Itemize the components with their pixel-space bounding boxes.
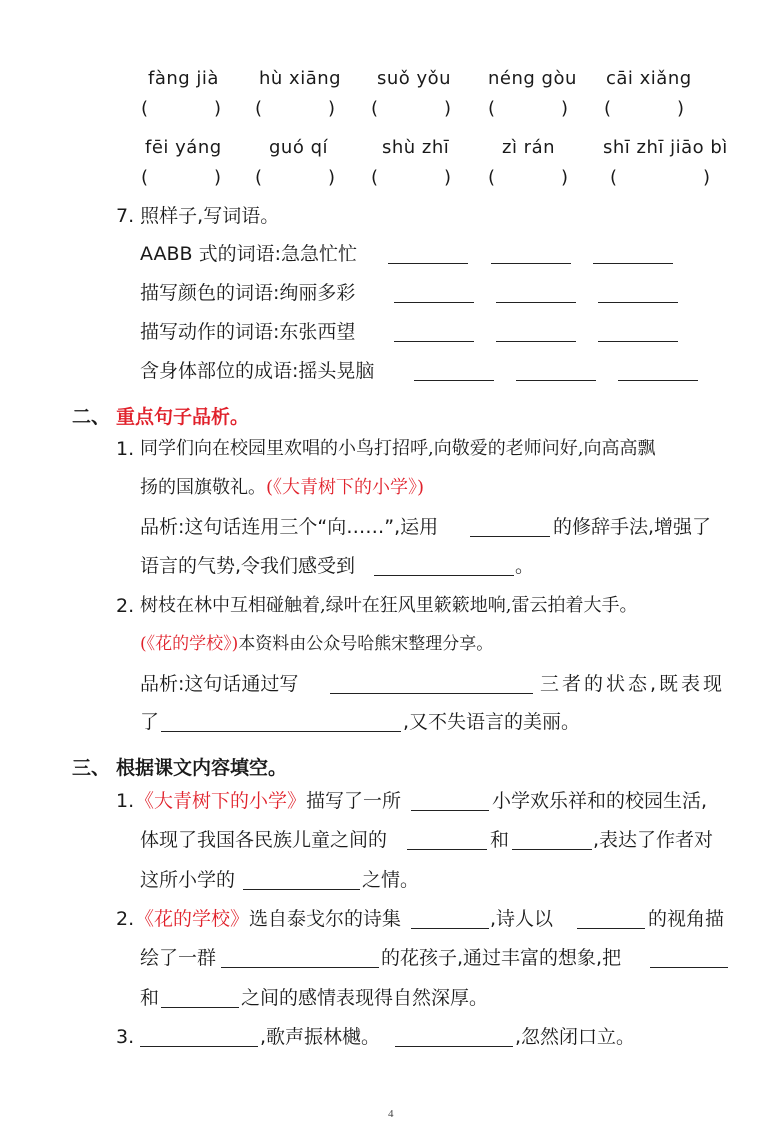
answer-blank[interactable] <box>243 873 360 890</box>
q7-line-body: 含身体部位的成语:摇头晃脑 <box>140 360 375 382</box>
answer-blank[interactable] <box>140 1030 258 1047</box>
q7-line-color: 描写颜色的词语:绚丽多彩 <box>140 282 356 304</box>
s2-item1-number: 1. <box>116 438 135 460</box>
s3-item2-text-f: 和 <box>140 987 160 1009</box>
answer-blank[interactable] <box>414 364 494 381</box>
answer-blank[interactable] <box>598 325 678 342</box>
s2-item1-line2: 扬的国旗敬礼。(《大青树下的小学》) <box>140 477 425 498</box>
answer-blank[interactable] <box>577 912 645 929</box>
answer-blank[interactable] <box>470 520 550 537</box>
answer-box[interactable]: ( ) <box>604 98 684 119</box>
answer-blank[interactable] <box>161 991 239 1008</box>
answer-box[interactable]: ( ) <box>141 167 221 188</box>
answer-box[interactable]: ( ) <box>488 167 568 188</box>
answer-blank[interactable] <box>388 247 468 264</box>
answer-box[interactable]: ( ) <box>141 98 221 119</box>
s2-item2-analysis-4: ,又不失语言的美丽。 <box>403 711 581 733</box>
s2-item2-analysis-2: 三者的状态,既表现 <box>540 673 726 695</box>
answer-box[interactable]: ( ) <box>255 167 335 188</box>
book-title: 《花的学校》 <box>135 908 250 930</box>
answer-blank[interactable] <box>618 364 698 381</box>
answer-blank[interactable] <box>598 286 678 303</box>
pinyin-suoyou: suǒ yǒu <box>377 68 452 89</box>
answer-blank[interactable] <box>221 951 379 968</box>
answer-box[interactable]: ( ) <box>488 98 568 119</box>
s3-item2-text-b: ,诗人以 <box>490 908 554 930</box>
s3-item2-text-g: 之间的感情表现得自然深厚。 <box>241 987 489 1009</box>
answer-blank[interactable] <box>394 325 474 342</box>
answer-box[interactable]: ( ) <box>255 98 335 119</box>
share-note: 本资料由公众号哈熊宋整理分享。 <box>238 634 494 654</box>
s3-item1-book: 《大青树下的小学》描写了一所 <box>135 790 402 812</box>
answer-blank[interactable] <box>512 833 592 850</box>
s3-item1-text-c: 体现了我国各民族儿童之间的 <box>140 829 388 851</box>
s3-item2-number: 2. <box>116 908 135 930</box>
answer-box[interactable]: ( ) <box>371 98 451 119</box>
s3-item1-text-e: ,表达了作者对 <box>593 829 714 851</box>
page-number: 4 <box>388 1108 394 1120</box>
s3-item3-number: 3. <box>116 1026 135 1048</box>
section2-title: 重点句子品析。 <box>116 406 250 428</box>
s2-item2-line2 <box>140 636 493 653</box>
s2-item1-analysis-3: 语言的气势,令我们感受到 <box>140 555 356 577</box>
source-citation: (《花的学校》) <box>140 634 239 654</box>
answer-blank[interactable] <box>496 286 576 303</box>
s3-item2-text-e: 的花孩子,通过丰富的想象,把 <box>381 947 622 969</box>
q7-title: 7. 照样子,写词语。 <box>116 205 280 227</box>
s3-item1-text-f: 这所小学的 <box>140 869 236 891</box>
s3-item1-text-g: 之情。 <box>362 869 420 891</box>
book-title: 《大青树下的小学》 <box>135 790 307 812</box>
s3-item3-text-a: ,歌声振林樾。 <box>260 1026 381 1048</box>
s2-item2-analysis-3: 了 <box>140 711 160 733</box>
answer-blank[interactable] <box>593 247 673 264</box>
answer-box[interactable]: ( ) <box>610 167 710 188</box>
answer-blank[interactable] <box>407 833 487 850</box>
answer-blank[interactable] <box>394 286 474 303</box>
answer-blank[interactable] <box>516 364 596 381</box>
pinyin-guoqi: guó qí <box>269 137 328 158</box>
section3-title: 根据课文内容填空。 <box>116 757 288 779</box>
q7-line-action: 描写动作的词语:东张西望 <box>140 321 356 343</box>
s3-item2-text-c: 的视角描 <box>648 908 725 930</box>
s2-item1-analysis-4: 。 <box>515 555 535 577</box>
s2-item2-number: 2. <box>116 595 135 617</box>
pinyin-ziran: zì rán <box>502 137 556 158</box>
s2-item2-analysis-1: 品析:这句话通过写 <box>140 673 299 695</box>
pinyin-caixiang: cāi xiǎng <box>606 68 692 89</box>
s2-item2-line1: 树枝在林中互相碰触着,绿叶在狂风里簌簌地响,雷云拍着大手。 <box>140 595 638 616</box>
pinyin-shuzhi: shù zhī <box>382 137 450 158</box>
s3-item1-number: 1. <box>116 790 135 812</box>
section2-number: 二、 <box>72 406 111 428</box>
s2-item1-analysis-2: 的修辞手法,增强了 <box>553 516 712 538</box>
answer-blank[interactable] <box>161 715 401 732</box>
answer-blank[interactable] <box>330 677 533 694</box>
pinyin-nenggou: néng gòu <box>488 68 577 89</box>
s3-item1-text-d: 和 <box>490 829 510 851</box>
s2-item1-analysis-1: 品析:这句话连用三个“向……”,运用 <box>140 516 439 538</box>
answer-blank[interactable] <box>650 951 728 968</box>
s3-item2-book: 《花的学校》选自泰戈尔的诗集 <box>135 908 402 930</box>
answer-blank[interactable] <box>496 325 576 342</box>
answer-blank[interactable] <box>411 912 489 929</box>
source-citation: (《大青树下的小学》) <box>266 477 425 498</box>
q7-line-aabb: AABB 式的词语:急急忙忙 <box>140 243 358 265</box>
pinyin-shizhijiaobi: shī zhī jiāo bì <box>603 137 728 158</box>
pinyin-feiyang: fēi yáng <box>145 137 222 158</box>
answer-blank[interactable] <box>411 794 489 811</box>
s3-item1-text-b: 小学欢乐祥和的校园生活, <box>492 790 708 812</box>
answer-blank[interactable] <box>395 1030 513 1047</box>
pinyin-huxiang: hù xiāng <box>259 68 342 89</box>
answer-blank[interactable] <box>491 247 571 264</box>
section3-number: 三、 <box>72 757 111 779</box>
answer-box[interactable]: ( ) <box>371 167 451 188</box>
pinyin-fangjia: fàng jià <box>148 68 219 89</box>
s3-item2-text-d: 绘了一群 <box>140 947 217 969</box>
s2-item1-line1: 同学们向在校园里欢唱的小鸟打招呼,向敬爱的老师问好,向高高飘 <box>140 438 656 459</box>
s3-item3-text-b: ,忽然闭口立。 <box>515 1026 636 1048</box>
answer-blank[interactable] <box>374 559 514 576</box>
